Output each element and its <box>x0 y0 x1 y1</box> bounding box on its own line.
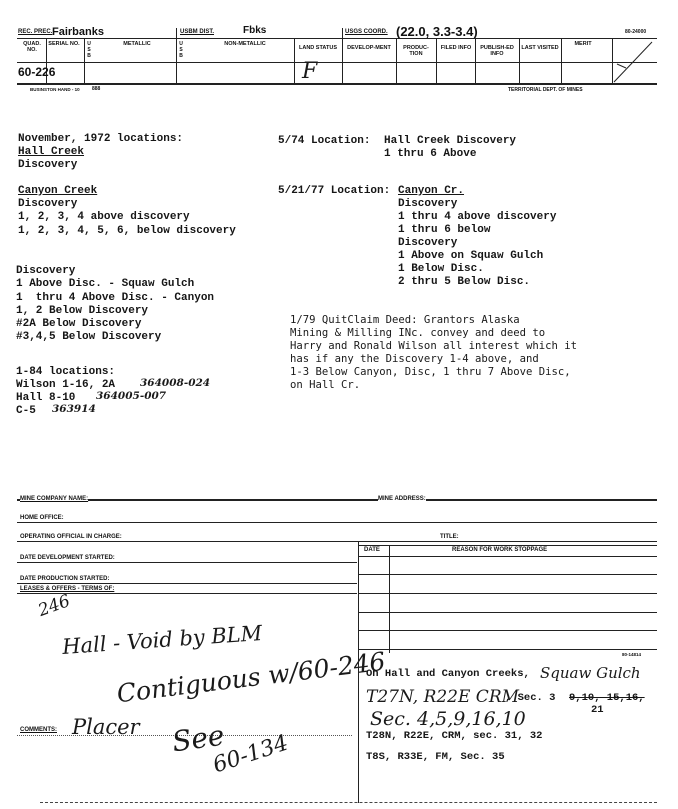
location-line-2-sec: , Sec. 3 <box>505 692 556 704</box>
location-5-21-77-squaw: 1 Above on Squaw Gulch <box>398 250 544 262</box>
serial-value: 60-226 <box>18 65 56 79</box>
canyon-above-line: 1, 2, 3, 4 above discovery <box>18 211 190 223</box>
operating-official-label: OPERATING OFFICIAL IN CHARGE: <box>20 534 122 540</box>
merit-slash-mark <box>612 38 657 86</box>
nov-1972-title: November, 1972 locations: <box>18 133 184 145</box>
date-development-label: DATE DEVELOPMENT STARTED: <box>20 555 115 561</box>
wilson-claims: Wilson 1-16, 2A <box>16 379 116 391</box>
quitclaim-line-4: has if any the Discovery 1-4 above, and <box>290 353 539 365</box>
nonmetallic-label: NON-METALLIC <box>224 41 266 47</box>
usbm-letters: U S B <box>87 41 91 59</box>
land-status-value: F <box>302 59 318 84</box>
printer-label: BUSINSTON HAND - 10 <box>30 87 80 92</box>
quitclaim-line-5: 1-3 Below Canyon, Disc, 1 thru 7 Above Disc, <box>290 366 571 378</box>
production-label: PRODUC-TION <box>403 45 429 57</box>
date-column-label: DATE <box>364 547 380 553</box>
location-line-2-num: 21 <box>591 704 604 716</box>
merit-label: MERIT <box>574 41 592 47</box>
land-status-label: LAND STATUS <box>299 45 337 51</box>
quad-no-label: QUAD. NO. <box>23 41 41 53</box>
hall-discovery: Discovery <box>18 159 78 171</box>
location-5-74-line2: 1 thru 6 Above <box>384 148 477 160</box>
location-line-2-struck: 9,10, 15,16, <box>569 692 645 704</box>
discovery-2: Discovery <box>16 265 76 277</box>
location-5-21-77-2-thru-5: 2 thru 5 Below Disc. <box>398 276 531 288</box>
rec-prec-value: Fairbanks <box>52 26 104 38</box>
hall-serial-hand: 364005-007 <box>96 390 167 402</box>
territorial-label: TERRITORIAL DEPT. OF MINES <box>508 87 583 93</box>
quitclaim-line-1: 1/79 QuitClaim Deed: Grantors Alaska <box>290 314 520 326</box>
below-discovery-2a: #2A Below Discovery <box>16 318 142 330</box>
canyon-discovery: Discovery <box>18 198 78 210</box>
location-5-21-77-discovery-2: Discovery <box>398 237 458 249</box>
title-label: TITLE: <box>440 534 459 540</box>
home-office-label: HOME OFFICE: <box>20 515 64 521</box>
usgs-coord-value: (22.0, 3.3-3.4) <box>396 24 478 39</box>
canyon-creek-heading: Canyon Creek <box>18 185 98 197</box>
location-line-5: T8S, R33E, FM, Sec. 35 <box>366 751 505 763</box>
location-line-3-hand: Sec. 4,5,9,16,10 <box>370 708 526 730</box>
hand-placer: Placer <box>72 715 140 739</box>
location-line-4: T28N, R22E, CRM, sec. 31, 32 <box>366 730 543 742</box>
hand-void-by-blm: Hall - Void by BLM <box>61 621 263 659</box>
location-5-21-77-discovery: Discovery <box>398 198 458 210</box>
quitclaim-line-3: Harry and Ronald Wilson all interest which it <box>290 340 578 352</box>
metallic-label: METALLIC <box>123 41 151 47</box>
location-line-1-hand: Squaw Gulch <box>540 664 641 682</box>
usbm-dist-label: USBM DIST. <box>180 29 215 35</box>
above-canyon: 1 thru 4 Above Disc. - Canyon <box>16 292 215 304</box>
header-rule-bottom <box>17 83 657 85</box>
form-code: 80-14814 <box>622 652 642 657</box>
wilson-serial-hand: 364008-024 <box>140 377 211 389</box>
corner-code: 80-24000 <box>625 29 647 35</box>
location-5-21-77-creek: Canyon Cr. <box>398 185 465 197</box>
usbm-dist-value: Fbks <box>243 25 267 36</box>
location-5-21-77-above: 1 thru 4 above discovery <box>398 211 557 223</box>
quitclaim-line-6: on Hall Cr. <box>290 379 361 391</box>
usgs-coord-label: USGS COORD. <box>345 29 388 35</box>
quitclaim-line-2: Mining & Milling INc. convey and deed to <box>290 327 546 339</box>
comments-label: COMMENTS: <box>20 727 57 733</box>
usbm-letters-2: U S B <box>179 41 183 59</box>
locations-1984-title: 1-84 locations: <box>16 366 116 378</box>
work-stoppage-label: REASON FOR WORK STOPPAGE <box>452 547 548 553</box>
location-line-1: On Hall and Canyon Creeks, <box>366 668 530 680</box>
location-5-21-77-label: 5/21/77 Location: <box>278 185 391 197</box>
canyon-below-line: 1, 2, 3, 4, 5, 6, below discovery <box>18 225 236 237</box>
leases-label: LEASES & OFFERS - TERMS OF: <box>20 586 115 592</box>
location-5-21-77-below-disc: 1 Below Disc. <box>398 263 484 275</box>
hall-creek-heading: Hall Creek <box>18 146 85 158</box>
location-5-74-label: 5/74 Location: <box>278 135 371 147</box>
hand-246: 246 <box>35 591 73 621</box>
c5-serial-hand: 363914 <box>52 403 96 415</box>
mine-address-label: MINE ADDRESS: <box>378 496 426 502</box>
below-discovery-1-2: 1, 2 Below Discovery <box>16 305 149 317</box>
printer-code: 888 <box>92 86 101 92</box>
hand-see: See <box>169 718 227 759</box>
above-squaw-gulch: 1 Above Disc. - Squaw Gulch <box>16 278 195 290</box>
filed-info-label: FILED INFO <box>440 45 472 51</box>
published-info-label: PUBLISH-ED INFO <box>480 45 514 57</box>
location-5-21-77-below: 1 thru 6 below <box>398 224 491 236</box>
rec-prec-label: REC. PREC. <box>18 29 53 35</box>
development-label: DEVELOP-MENT <box>347 45 391 51</box>
hand-see-number: 60-134 <box>210 730 292 779</box>
serial-no-label: SERIAL NO. <box>48 41 80 47</box>
hand-contiguous: Contiguous w/60-246 <box>115 646 387 709</box>
date-production-label: DATE PRODUCTION STARTED: <box>20 576 110 582</box>
mine-company-label: MINE COMPANY NAME: <box>20 496 89 502</box>
c5-claim: C-5 <box>16 405 36 417</box>
below-discovery-3-4-5: #3,4,5 Below Discovery <box>16 331 162 343</box>
location-line-2-hand: T27N, R22E CRM <box>366 687 520 707</box>
hall-8-10-claims: Hall 8-10 <box>16 392 76 404</box>
last-visited-label: LAST VISITED <box>521 45 559 51</box>
location-5-74-line1: Hall Creek Discovery <box>384 135 517 147</box>
